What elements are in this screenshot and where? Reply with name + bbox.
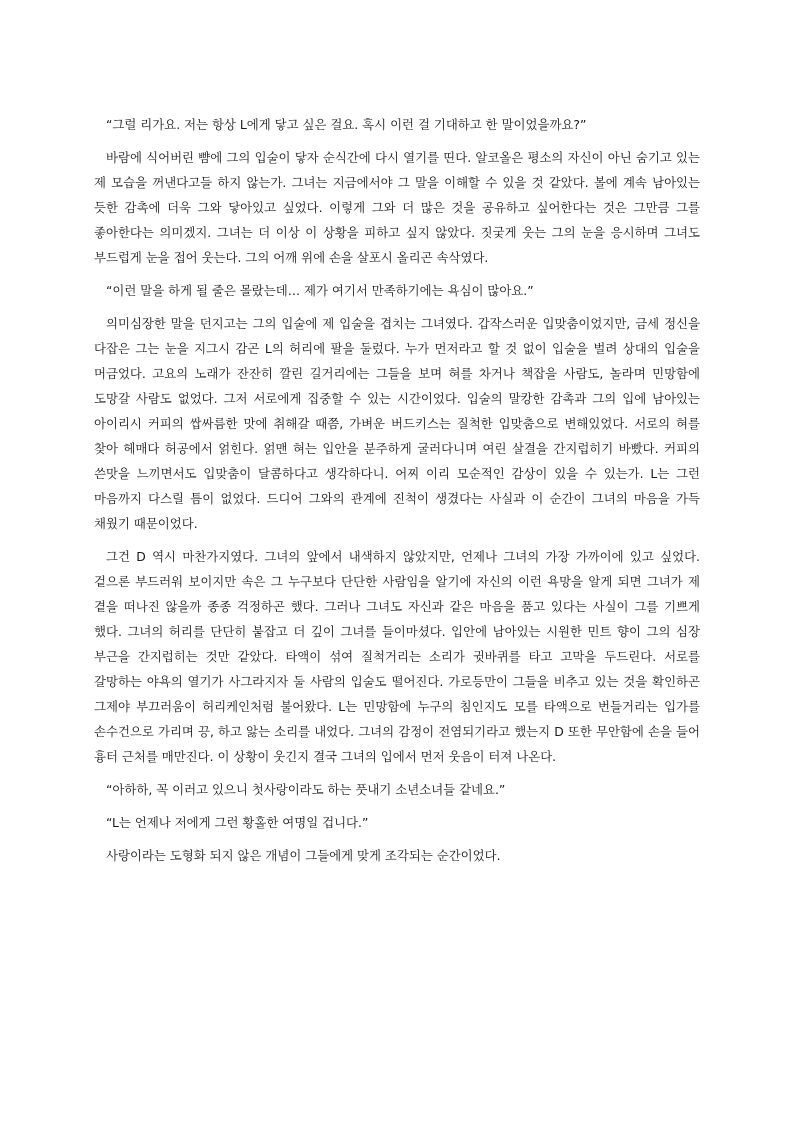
dialogue-paragraph: “L는 언제나 저에게 그런 황홀한 여명일 겁니다.” [106, 815, 369, 830]
narration-paragraph: 그건 D 역시 마찬가지였다. 그녀의 앞에서 내색하지 않았지만, 언제나 그녀의 가장 가까이에 있고 싶었다. 겉으론 부드러워 보이지만 속은 그 누구보다 단단한 사람임을 알기에 자신의 이런 욕망을 알게 되면 그녀가 제 곁을 떠나진 않을까 종종 걱정하곤 했다. 그러나 그녀도 자신과 같은 마음을 품고 있다는 사실이 그를 기쁘게 했다. 그녀의 허리를 단단히 붙잡고 더 깊이 그녀를 들이마셨다. 입안에 남아있는 시원한 민트 향이 그의 심장 부근을 간지럽히는 것만 같았다. 타액이 섞여 질척거리는 소리가 귓바퀴를 타고 고막을 두드린다. 서로를 갈망하는 야욕의 열기가 사그라지자 둘 사람의 입술도 떨어진다. 가로등만이 그들을 비추고 있는 것을 확인하곤 그제야 부끄러움이 허리케인처럼 불어왔다. L는 민망함에 누구의 침인지도 모를 타액으로 번들거리는 입가를 손수건으로 가리며 끙, 하고 앓는 소리를 내었다. 그녀의 감정이 전염되기라고 했는지 D 또한 무안함에 손을 들어 흉터 근처를 매만진다. 이 상황이 웃긴지 결국 그녀의 입에서 먼저 웃음이 터져 나온다. [94, 549, 700, 764]
narration-paragraph: 의미심장한 말을 던지고는 그의 입술에 제 입술을 겹치는 그녀였다. 갑작스러운 입맞춤이었지만, 금세 정신을 다잡은 그는 눈을 지그시 감곤 L의 허리에 팔을 둘렀다. 누가 먼저라고 할 것 없이 입술을 벌려 상대의 입술을 머금었다. 고요의 노래가 잔잔히 깔린 길거리에는 그들을 보며 혀를 차거나 책잡을 사람도, 놀라며 민망함에 도망갈 사람도 없었다. 그저 서로에게 집중할 수 있는 시간이었다. 입술의 말캉한 감촉과 그의 입에 남아있는 아이리시 커피의 쌉싸름한 맛에 취해갈 때쯤, 가벼운 버드키스는 질척한 입맞춤으로 변해있었다. 서로의 혀를 찾아 헤매다 허공에서 얽힌다. 얽맨 혀는 입안을 분주하게 굴러다니며 여린 살결을 간지럽히기 바빴다. 커피의 쓴맛을 느끼면서도 입맞춤이 달콤하다고 생각하다니. 어찌 이리 모순적인 감상이 있을 수 있는가. L는 그런 마음까지 다스릴 틈이 없었다. 드디어 그와의 관계에 진척이 생겼다는 사실과 이 순간이 그녀의 마음을 가득 채웠기 때문이었다. [94, 316, 700, 531]
dialogue-paragraph: “이런 말을 하게 될 줄은 몰랐는데… 제가 여기서 만족하기에는 욕심이 많아요.” [106, 283, 534, 298]
document-body [94, 112, 700, 876]
dialogue-paragraph: “아하하, 꼭 이러고 있으니 첫사랑이라도 하는 풋내기 소년소녀들 같네요.” [106, 782, 506, 797]
dialogue-paragraph: “그럴 리가요. 저는 항상 L에게 닿고 싶은 걸요. 혹시 이런 걸 기대하고 한 말이었을까요?” [106, 117, 587, 132]
narration-paragraph: 사랑이라는 도형화 되지 않은 개념이 그들에게 맞게 조각되는 순간이었다. [106, 848, 501, 863]
narration-paragraph: 바람에 식어버린 뺨에 그의 입술이 닿자 순식간에 다시 열기를 띤다. 알코올은 평소의 자신이 아닌 숨기고 있는 제 모습을 꺼낸다고들 하지 않는가. 그녀는 지금에서야 그 말을 이해할 수 있을 것 같았다. 볼에 계속 남아있는 듯한 감촉에 더욱 그와 닿아있고 싶었다. 이렇게 그와 더 많은 것을 공유하고 싶어한다는 것은 그만큼 그를 좋아한다는 의미겠지. 그녀는 더 이상 이 상황을 피하고 싶지 않았다. 짓궂게 웃는 그의 눈을 응시하며 그녀도 부드럽게 눈을 접어 웃는다. 그의 어깨 위에 손을 살포시 올리곤 속삭였다. [94, 150, 700, 265]
